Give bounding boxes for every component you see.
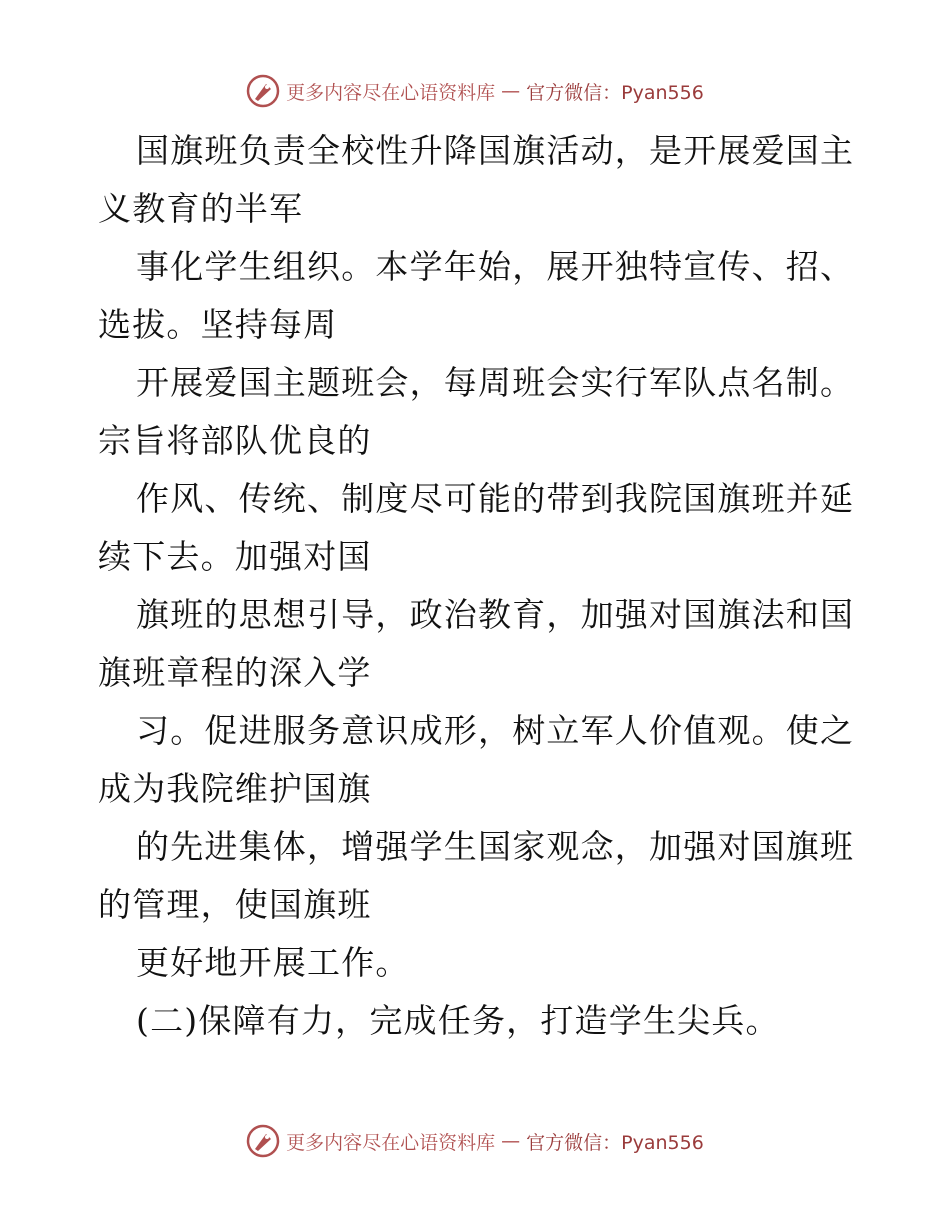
paragraph-8: 更好地开展工作。 [136,943,410,982]
footer-watermark [0,1124,950,1158]
paragraph-4: 作风、传统、制度尽可能的带到我院国旗班并延续下去。加强对国 [98,479,855,576]
header-wechat-text: 官方微信：Pyan556 [526,81,704,104]
footer-wechat-text: 官方微信：Pyan556 [526,1131,704,1154]
pen-nib-logo-icon [246,74,280,108]
footer-site-text: 更多内容尽在心语资料库 [286,1131,496,1154]
header-site-text: 更多内容尽在心语资料库 [286,81,496,104]
paragraph-3: 开展爱国主题班会，每周班会实行军队点名制。宗旨将部队优良的 [98,363,855,460]
paragraph-2: 事化学生组织。本学年始，展开独特宣传、招、选拔。坚持每周 [98,247,855,344]
header-dash: — [501,80,521,102]
footer-dash: — [501,1130,521,1152]
paragraph-9: (二)保障有力，完成任务，打造学生尖兵。 [136,1001,780,1040]
paragraph-1: 国旗班负责全校性升降国旗活动，是开展爱国主义教育的半军 [98,131,855,228]
paragraph-5: 旗班的思想引导，政治教育，加强对国旗法和国旗班章程的深入学 [98,595,855,692]
pen-nib-logo-icon [246,1124,280,1158]
document-body [98,122,858,1050]
header-watermark [0,74,950,108]
paragraph-6: 习。促进服务意识成形，树立军人价值观。使之成为我院维护国旗 [98,711,855,808]
paragraph-7: 的先进集体，增强学生国家观念，加强对国旗班的管理，使国旗班 [98,827,855,924]
